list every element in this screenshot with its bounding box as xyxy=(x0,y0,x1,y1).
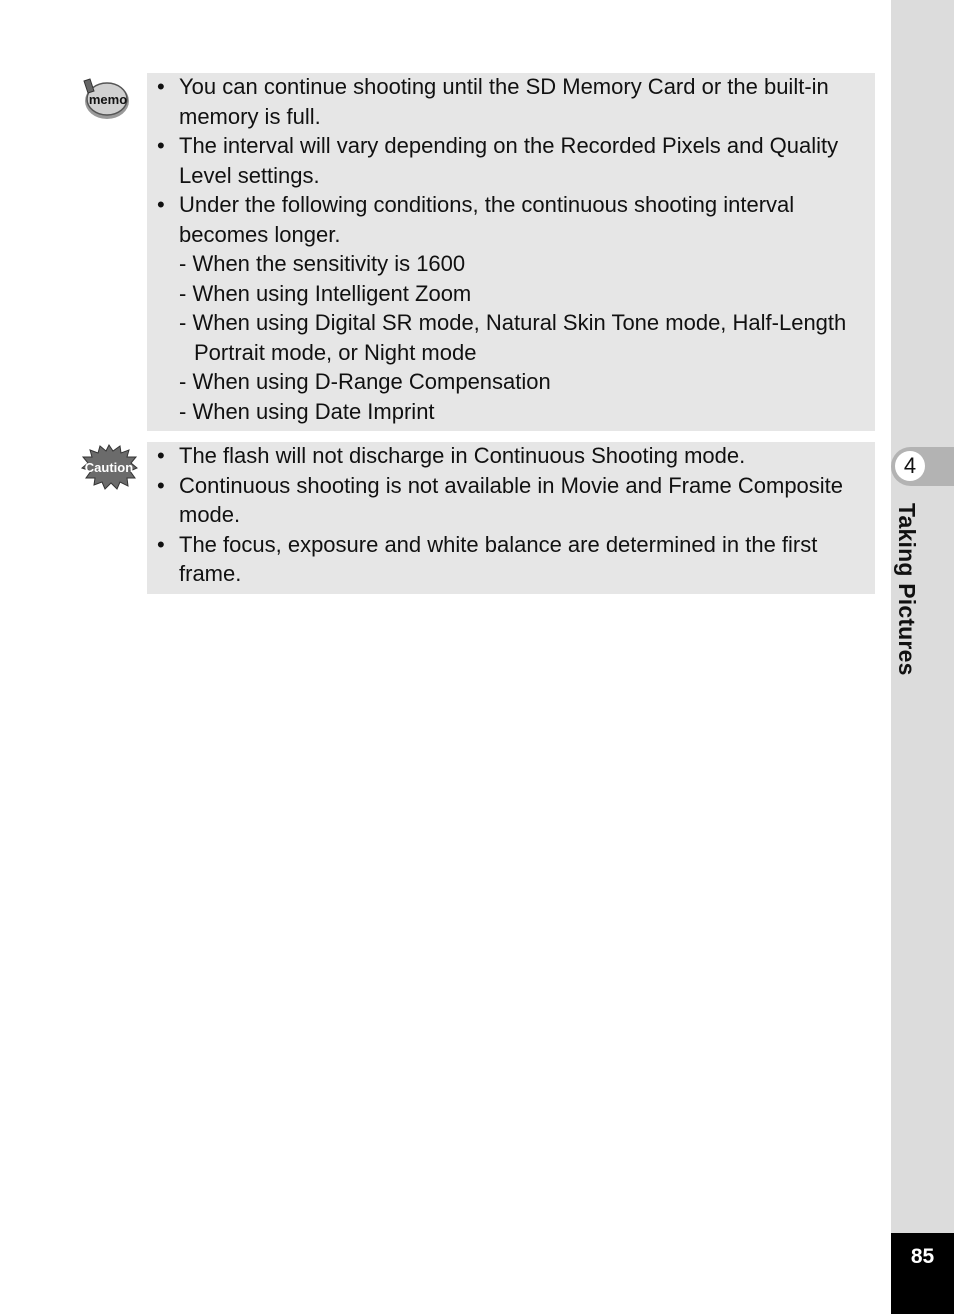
bullet: • xyxy=(157,192,165,217)
memo-item-text: The interval will vary depending on the Recorded Pixels and Quality Level settings. xyxy=(179,133,839,188)
caution-item xyxy=(147,530,867,589)
caution-icon xyxy=(80,444,138,490)
caution-item-text: The focus, exposure and white balance are determined in the first frame. xyxy=(179,531,818,586)
bullet: • xyxy=(157,531,165,557)
bullet: • xyxy=(157,74,165,99)
memo-note-box xyxy=(147,73,875,431)
memo-condition: - When using Digital SR mode, Natural Skin Tone mode, Half-Length Portrait mode, or Night mode xyxy=(179,310,847,365)
caution-list xyxy=(147,441,867,589)
chapter-number-tab xyxy=(891,447,954,486)
memo-icon xyxy=(80,77,132,121)
memo-condition: - When using Intelligent Zoom xyxy=(179,280,472,306)
caution-item-text: The flash will not discharge in Continuous Shooting mode. xyxy=(179,443,746,468)
chapter-number: 4 xyxy=(895,451,925,481)
bullet: • xyxy=(157,443,165,468)
memo-item-text: You can continue shooting until the SD Memory Card or the built-in memory is full. xyxy=(179,74,829,129)
page-number: 85 xyxy=(910,1245,935,1268)
bullet: • xyxy=(157,133,165,158)
memo-item xyxy=(147,131,867,190)
memo-condition: - When the sensitivity is 1600 xyxy=(179,251,466,276)
memo-list xyxy=(147,72,867,426)
caution-note-box xyxy=(147,442,875,594)
memo-condition: - When using Date Imprint xyxy=(179,398,435,424)
caution-item xyxy=(147,471,867,530)
memo-item xyxy=(147,190,867,426)
caution-item-text: Continuous shooting is not available in Movie and Frame Composite mode. xyxy=(179,472,844,527)
page-number-box xyxy=(891,1233,954,1314)
caution-icon-label: Caution xyxy=(84,460,134,475)
chapter-title: Taking Pictures xyxy=(894,503,920,676)
memo-item-text: Under the following conditions, the continuous shooting interval becomes longer. xyxy=(179,192,795,247)
memo-icon-label: memo xyxy=(88,92,128,107)
caution-item xyxy=(147,441,867,471)
memo-condition: - When using D-Range Compensation xyxy=(179,369,551,394)
bullet: • xyxy=(157,472,165,498)
memo-item xyxy=(147,72,867,131)
